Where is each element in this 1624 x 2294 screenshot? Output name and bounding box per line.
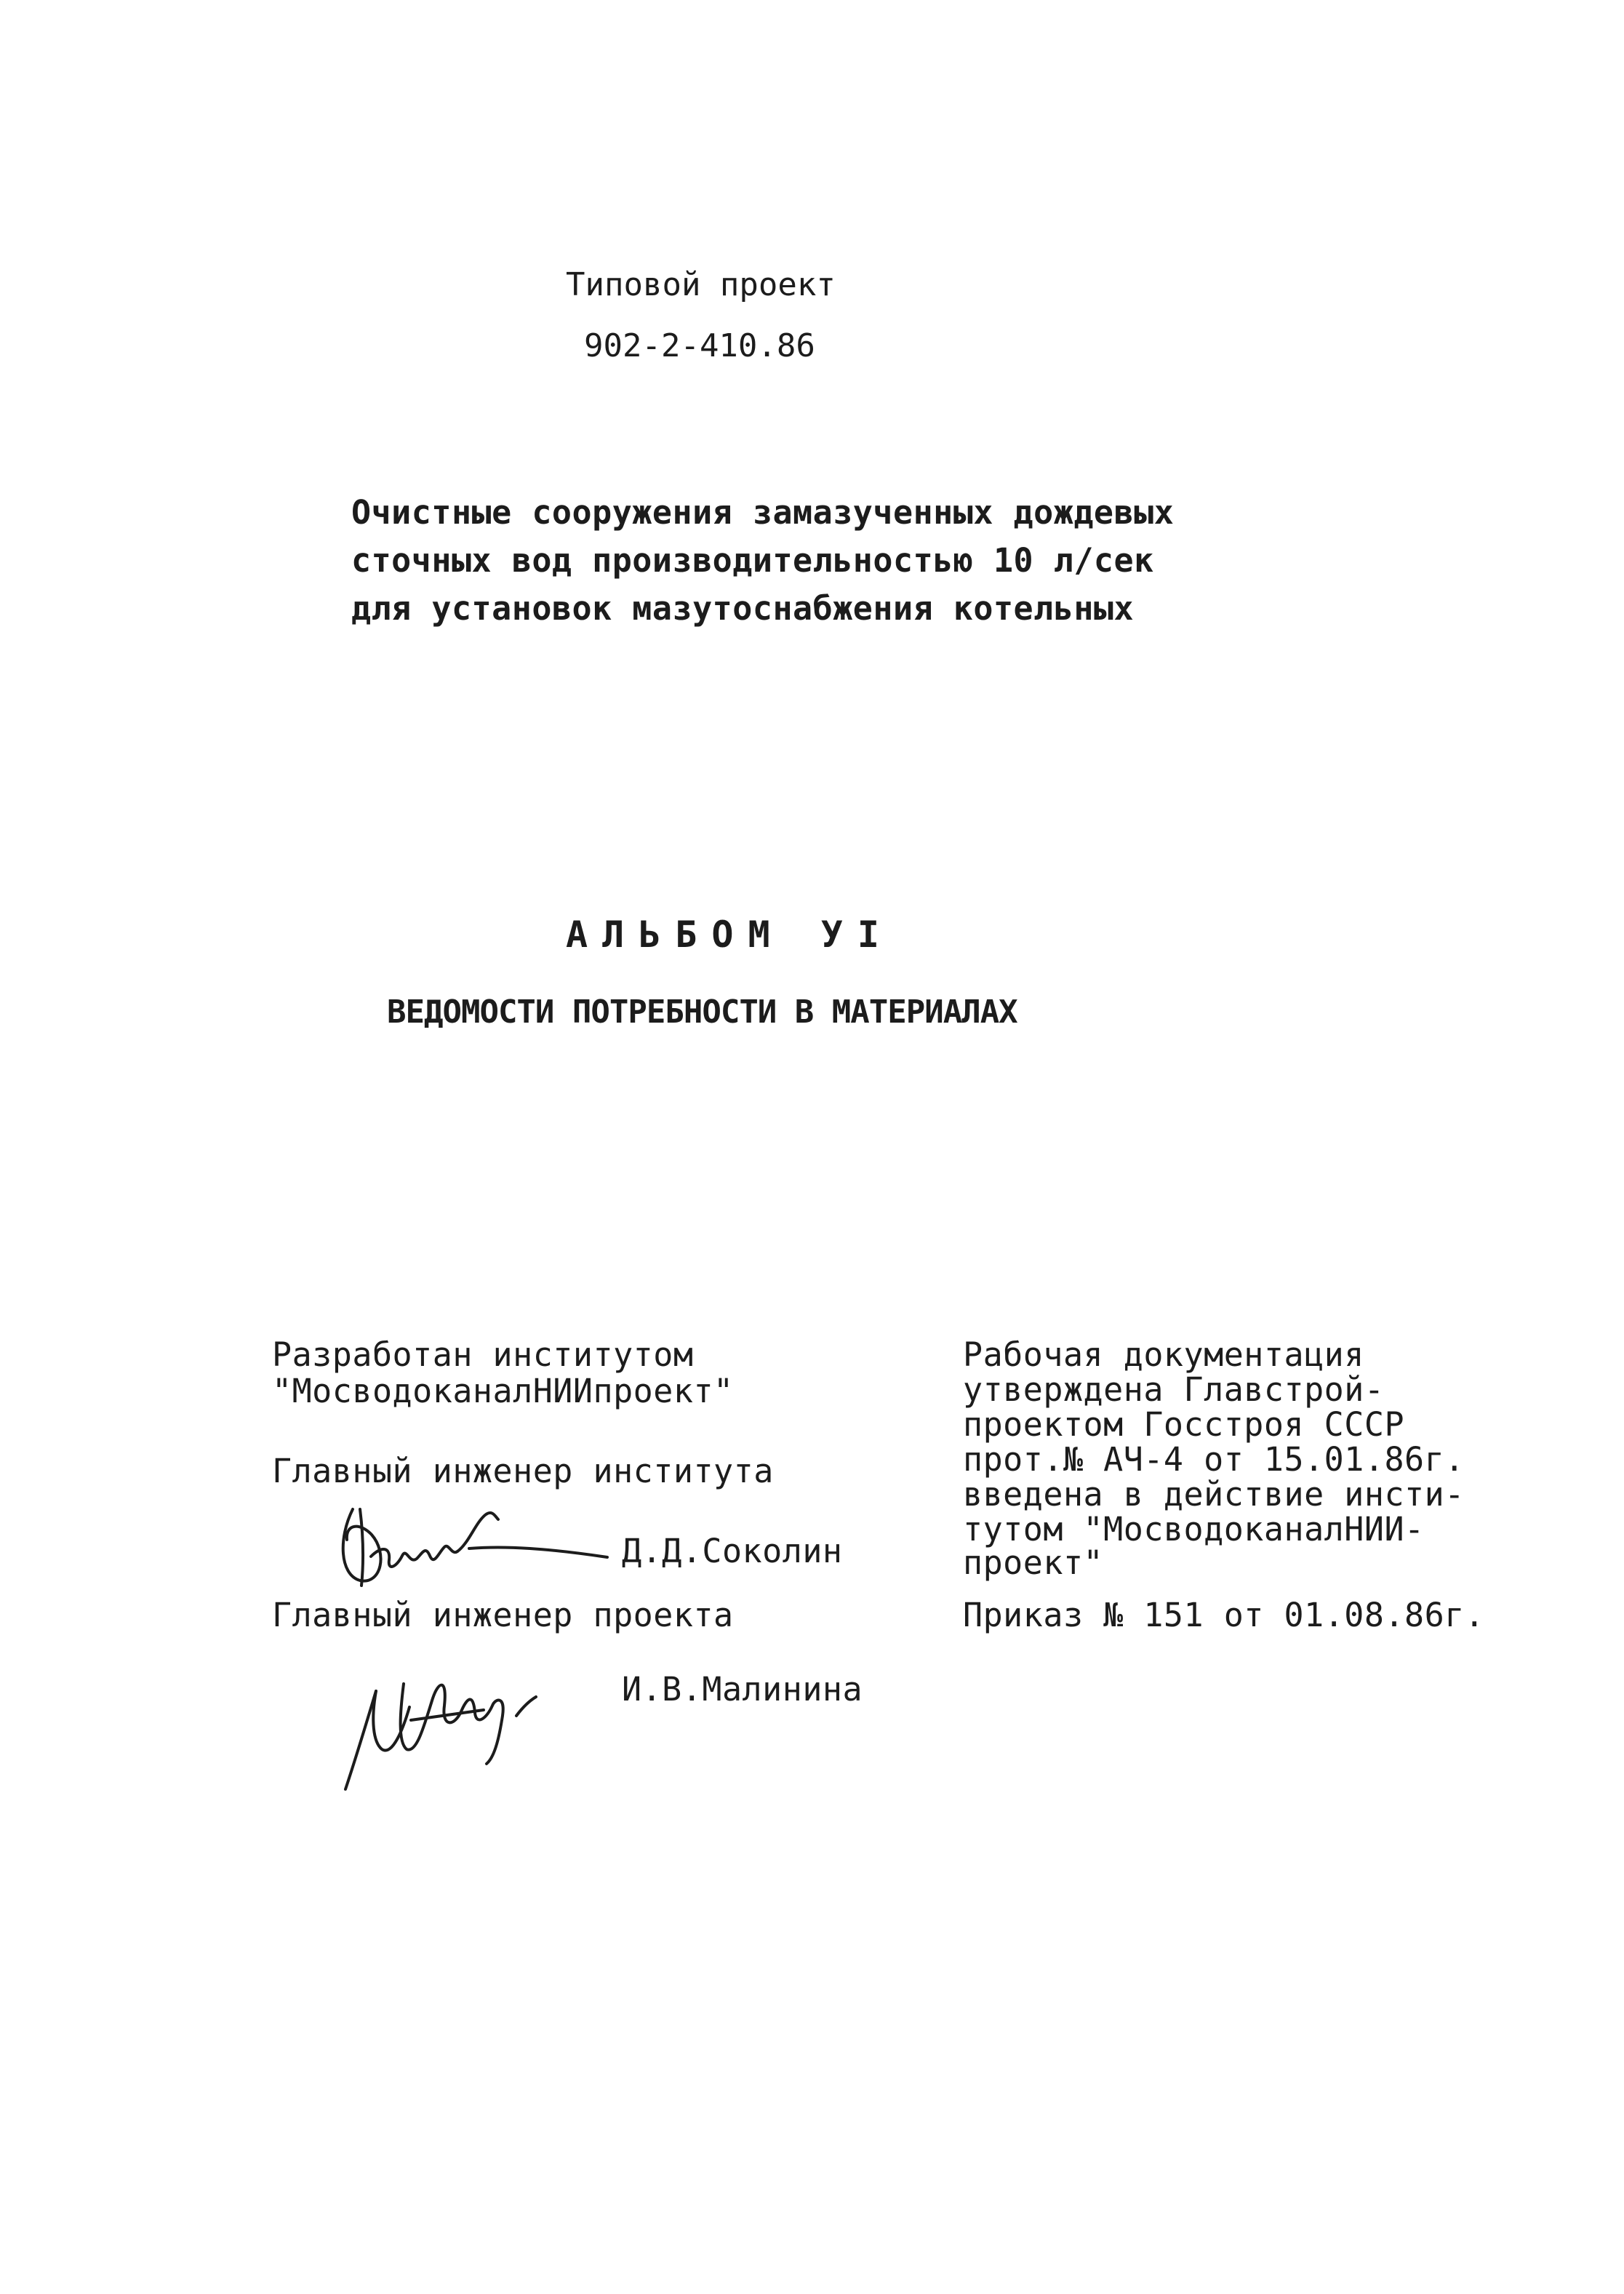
project-number: 902-2-410.86 bbox=[584, 327, 815, 364]
chief-engineer-institute-name: Д.Д.Соколин bbox=[622, 1532, 843, 1570]
chief-engineer-project-name: И.В.Малинина bbox=[622, 1670, 863, 1708]
album-subtitle: ВЕДОМОСТИ ПОТРЕБНОСТИ В МАТЕРИАЛАХ bbox=[387, 994, 1017, 1031]
approval-line-7: проект" bbox=[963, 1543, 1104, 1582]
approval-line-3: проектом Госстроя СССР bbox=[963, 1405, 1405, 1444]
approval-line-4: прот.№ АЧ-4 от 15.01.86г. bbox=[963, 1440, 1465, 1479]
approval-line-5: введена в действие инсти- bbox=[963, 1475, 1465, 1514]
developer-line-2: "МосводоканалНИИпроект" bbox=[272, 1372, 734, 1410]
subject-line-1: Очистные сооружения замазученных дождевых bbox=[351, 493, 1175, 532]
approval-line-6: тутом "МосводоканалНИИ- bbox=[963, 1510, 1425, 1548]
chief-engineer-project-title: Главный инженер проекта bbox=[272, 1596, 734, 1634]
subject-line-2: сточных вод производительностью 10 л/сек bbox=[351, 541, 1154, 580]
subject-line-3: для установок мазутоснабжения котельных bbox=[351, 589, 1135, 628]
approval-line-2: утверждена Главстрой- bbox=[963, 1370, 1385, 1409]
chief-engineer-institute-title: Главный инженер института bbox=[272, 1452, 774, 1490]
signature-sokolin bbox=[331, 1495, 636, 1596]
project-type-label: Типовой проект bbox=[566, 266, 836, 303]
approval-line-1: Рабочая документация bbox=[963, 1335, 1364, 1374]
album-title: АЛЬБОМ УI bbox=[566, 914, 894, 956]
order-reference: Приказ № 151 от 01.08.86г. bbox=[963, 1596, 1485, 1634]
signature-malinina bbox=[331, 1640, 564, 1800]
developer-line-1: Разработан институтом bbox=[272, 1335, 694, 1374]
